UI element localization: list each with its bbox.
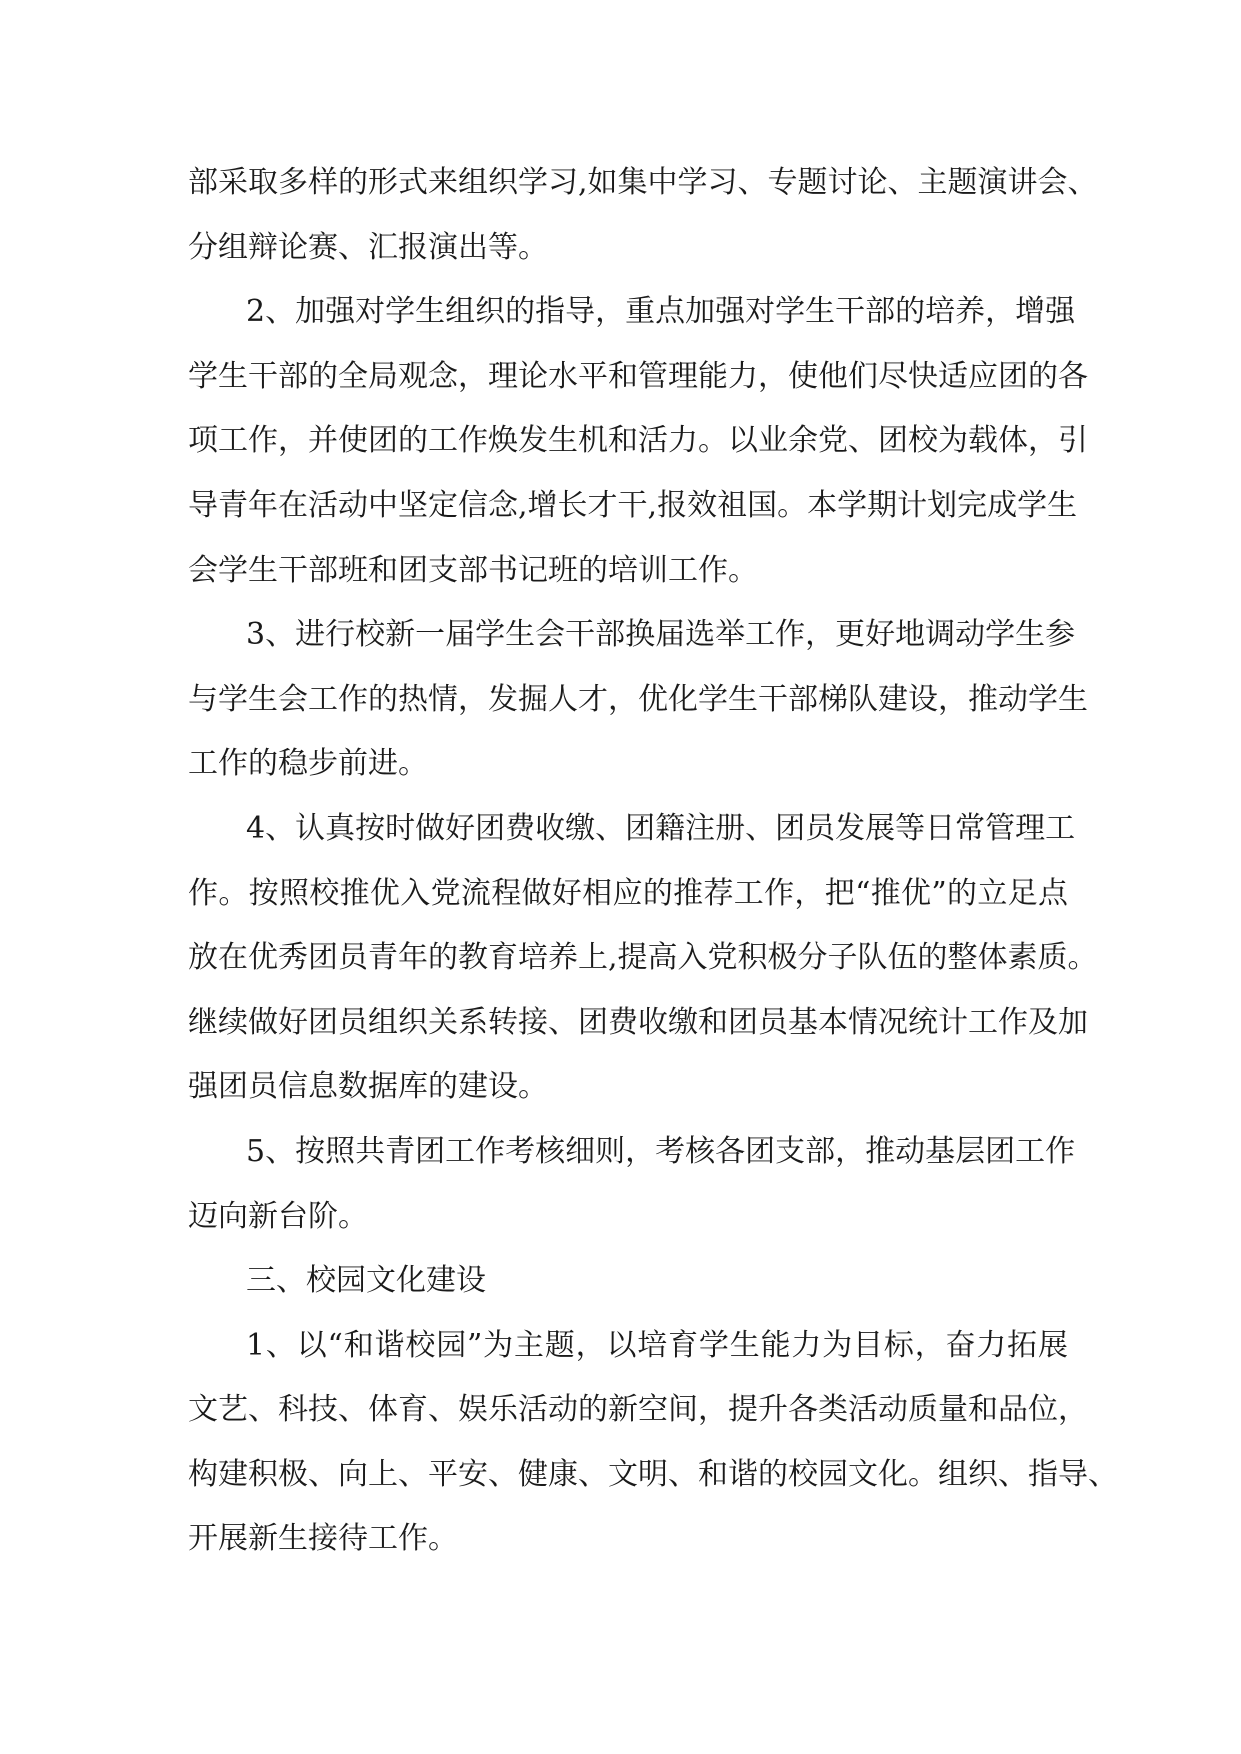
document-body bbox=[188, 151, 1118, 1572]
text-line: 会学生干部班和团支部书记班的培训工作。 bbox=[188, 552, 758, 588]
text-line: 放在优秀团员青年的教育培养上,提高入党积极分子队伍的整体素质。 bbox=[188, 940, 1098, 976]
text-line: 3、进行校新一届学生会干部换届选举工作，更好地调动学生参 bbox=[246, 617, 1076, 653]
text-line: 继续做好团员组织关系转接、团费收缴和团员基本情况统计工作及加 bbox=[188, 1004, 1088, 1040]
text-line: 强团员信息数据库的建设。 bbox=[188, 1069, 548, 1105]
text-line: 工作的稳步前进。 bbox=[188, 746, 428, 782]
text-line: 导青年在活动中坚定信念,增长才干,报效祖国。本学期计划完成学生 bbox=[188, 487, 1078, 523]
text-line: 分组辩论赛、汇报演出等。 bbox=[188, 229, 548, 265]
text-line: 2、加强对学生组织的指导，重点加强对学生干部的培养，增强 bbox=[246, 294, 1076, 330]
text-line: 学生干部的全局观念，理论水平和管理能力，使他们尽快适应团的各 bbox=[188, 358, 1088, 394]
text-line: 项工作，并使团的工作焕发生机和活力。以业余党、团校为载体，引 bbox=[188, 423, 1088, 459]
text-line: 5、按照共青团工作考核细则，考核各团支部，推动基层团工作 bbox=[246, 1133, 1076, 1169]
section-heading: 三、校园文化建设 bbox=[246, 1263, 486, 1299]
text-line: 开展新生接待工作。 bbox=[188, 1521, 458, 1557]
text-line: 迈向新台阶。 bbox=[188, 1198, 368, 1234]
text-line: 作。按照校推优入党流程做好相应的推荐工作，把“推优”的立足点 bbox=[188, 875, 1068, 911]
text-line: 4、认真按时做好团费收缴、团籍注册、团员发展等日常管理工 bbox=[246, 810, 1076, 846]
text-line: 与学生会工作的热情，发掘人才，优化学生干部梯队建设，推动学生 bbox=[188, 681, 1088, 717]
text-line: 文艺、科技、体育、娱乐活动的新空间，提升各类活动质量和品位， bbox=[188, 1392, 1088, 1428]
text-line: 构建积极、向上、平安、健康、文明、和谐的校园文化。组织、指导、 bbox=[188, 1456, 1118, 1492]
text-line: 部采取多样的形式来组织学习,如集中学习、专题讨论、主题演讲会、 bbox=[188, 165, 1098, 200]
text-line: 1、以“和谐校园”为主题，以培育学生能力为目标，奋力拓展 bbox=[246, 1327, 1068, 1363]
